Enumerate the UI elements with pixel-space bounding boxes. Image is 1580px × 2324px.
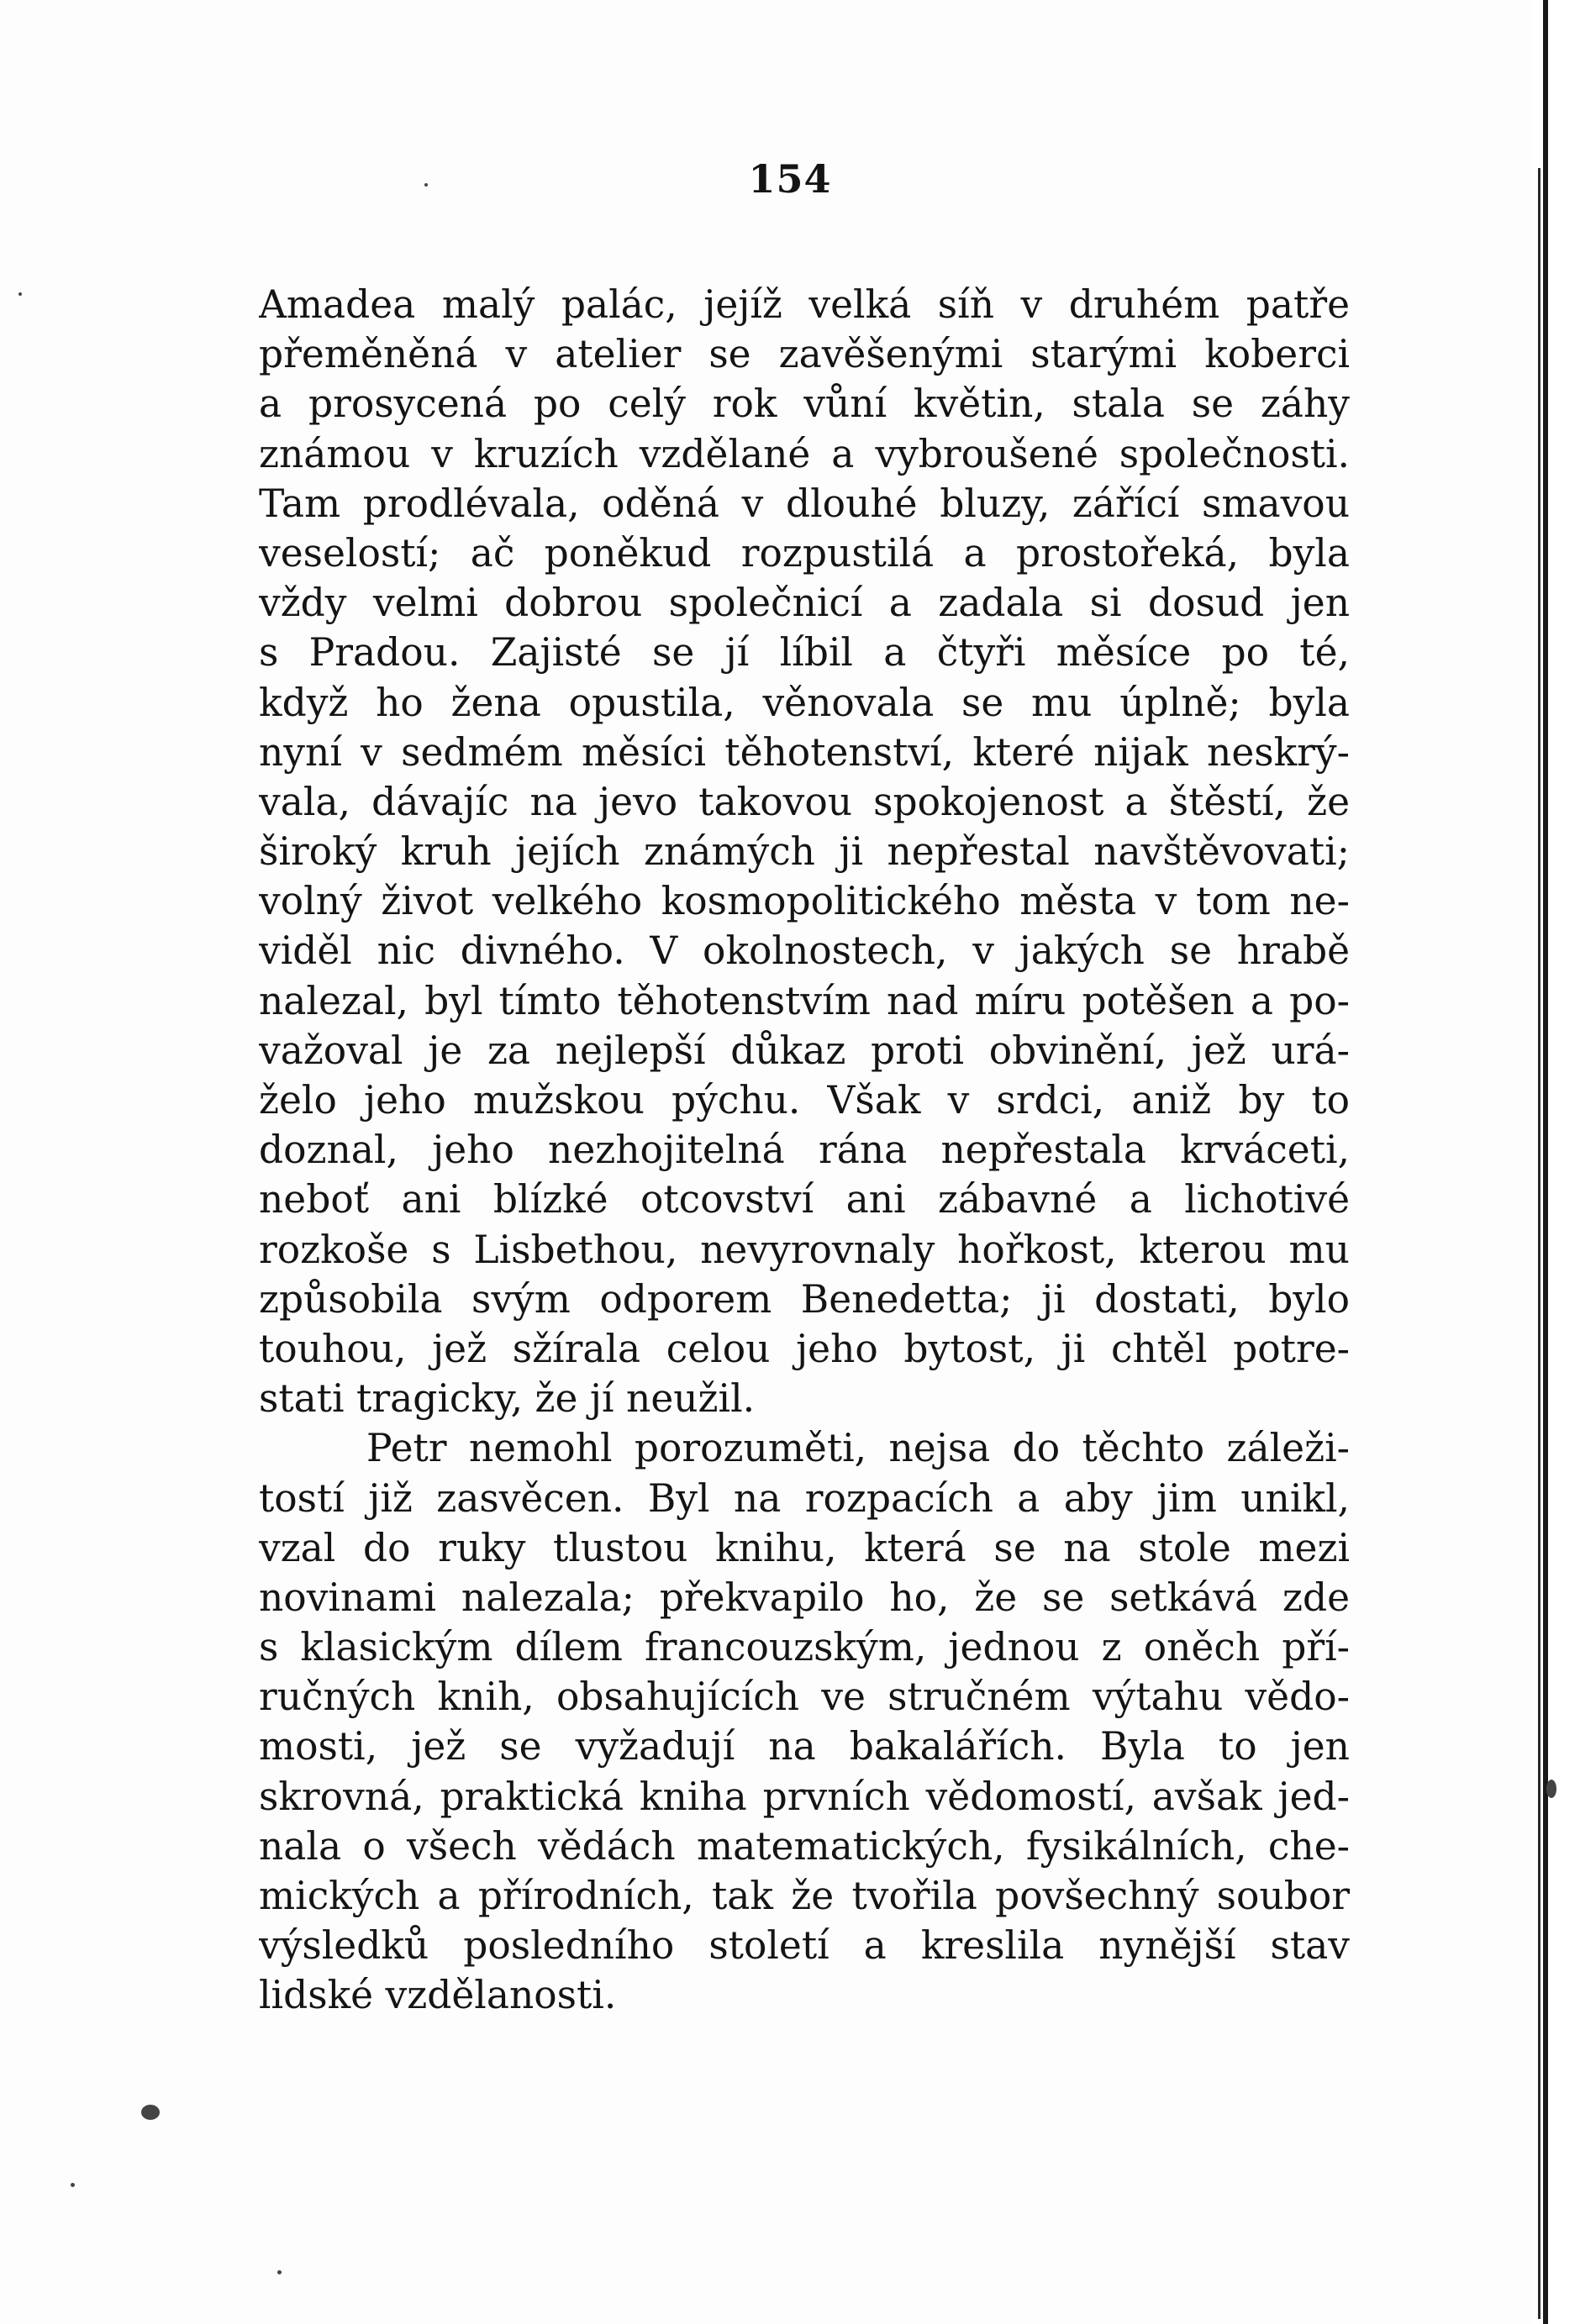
text-line: tostí již zasvěcen. Byl na rozpacích a aby jim unikl, bbox=[259, 1475, 1350, 1521]
text-line: široký kruh jejích známých ji nepřestal navštěvovati; bbox=[259, 829, 1350, 875]
text-line: nyní v sedmém měsíci těhotenství, které nijak neskrý- bbox=[259, 729, 1350, 775]
paragraph-end-line: lidské vzdělanosti. bbox=[259, 1973, 617, 2018]
text-line: veselostí; ač poněkud rozpustilá a prostořeká, byla bbox=[259, 530, 1350, 576]
paper-speck bbox=[1546, 1780, 1556, 1798]
paragraph-end-line: stati tragicky, že jí neužil. bbox=[259, 1376, 756, 1422]
text-line: doznal, jeho nezhojitelná rána nepřestala krváceti, bbox=[259, 1128, 1350, 1173]
text-line: skrovná, praktická kniha prvních vědomostí, avšak jed- bbox=[259, 1774, 1350, 1819]
text-line: známou v kruzích vzdělané a vybroušené společnosti. bbox=[259, 431, 1350, 476]
text-line: viděl nic divného. V okolnostech, v jakých se hrabě bbox=[259, 928, 1350, 974]
text-line: způsobila svým odporem Benedetta; ji dostati, bylo bbox=[259, 1276, 1350, 1322]
text-line: touhou, jež sžírala celou jeho bytost, ji chtěl potre- bbox=[259, 1326, 1350, 1371]
text-line: želo jeho mužskou pýchu. Však v srdci, aniž by to bbox=[259, 1078, 1350, 1123]
text-line: novinami nalezala; překvapilo ho, že se setkává zde bbox=[259, 1575, 1350, 1620]
paper-speck bbox=[18, 292, 22, 296]
paper-speck bbox=[424, 183, 428, 187]
paper-speck bbox=[141, 2105, 160, 2120]
text-line: vala, dávajíc na jevo takovou spokojenost a štěstí, že bbox=[259, 779, 1350, 824]
text-line: ručných knih, obsahujících ve stručném výtahu vědo- bbox=[259, 1675, 1350, 1720]
text-line: výsledků posledního století a kreslila nynější stav bbox=[259, 1923, 1350, 1969]
binding-shadow bbox=[1538, 168, 1540, 2319]
text-line: vzal do ruky tlustou knihu, která se na stole mezi bbox=[259, 1525, 1350, 1570]
body-text bbox=[259, 280, 1350, 2021]
page-number: 154 bbox=[748, 156, 832, 202]
binding-edge bbox=[1543, 0, 1548, 2324]
text-line: a prosycená po celý rok vůní květin, stala se záhy bbox=[259, 381, 1350, 427]
text-line: s Pradou. Zajisté se jí líbil a čtyři měsíce po té, bbox=[259, 630, 1350, 676]
text-line: vždy velmi dobrou společnicí a zadala si dosud jen bbox=[259, 581, 1350, 626]
text-line: nalezal, byl tímto těhotenstvím nad míru potěšen a po- bbox=[259, 978, 1350, 1023]
paragraph-start-line: Petr nemohl porozuměti, nejsa do těchto záleži- bbox=[366, 1426, 1350, 1471]
text-line: rozkoše s Lisbethou, nevyrovnaly hořkost, kterou mu bbox=[259, 1227, 1350, 1272]
text-line: volný život velkého kosmopolitického města v tom ne- bbox=[259, 879, 1350, 924]
text-line: mosti, jež se vyžadují na bakalářích. Byla to jen bbox=[259, 1724, 1350, 1769]
text-line: když ho žena opustila, věnovala se mu úplně; byla bbox=[259, 680, 1350, 725]
paper-speck bbox=[277, 2270, 282, 2274]
text-line: s klasickým dílem francouzským, jednou z oněch pří- bbox=[259, 1625, 1350, 1670]
text-line: nala o všech vědách matematických, fysikálních, che- bbox=[259, 1823, 1350, 1869]
text-line: neboť ani blízké otcovství ani zábavné a lichotivé bbox=[259, 1177, 1350, 1222]
text-line: važoval je za nejlepší důkaz proti obvinění, jež urá- bbox=[259, 1028, 1350, 1073]
paper-speck bbox=[71, 2183, 75, 2187]
text-line: Tam prodlévala, oděná v dlouhé bluzy, zářící smavou bbox=[259, 481, 1350, 526]
text-line: přeměněná v atelier se zavěšenými starými koberci bbox=[259, 332, 1350, 377]
text-line: Amadea malý palác, jejíž velká síň v druhém patře bbox=[259, 282, 1350, 327]
text-line: mických a přírodních, tak že tvořila povšechný soubor bbox=[259, 1874, 1350, 1918]
